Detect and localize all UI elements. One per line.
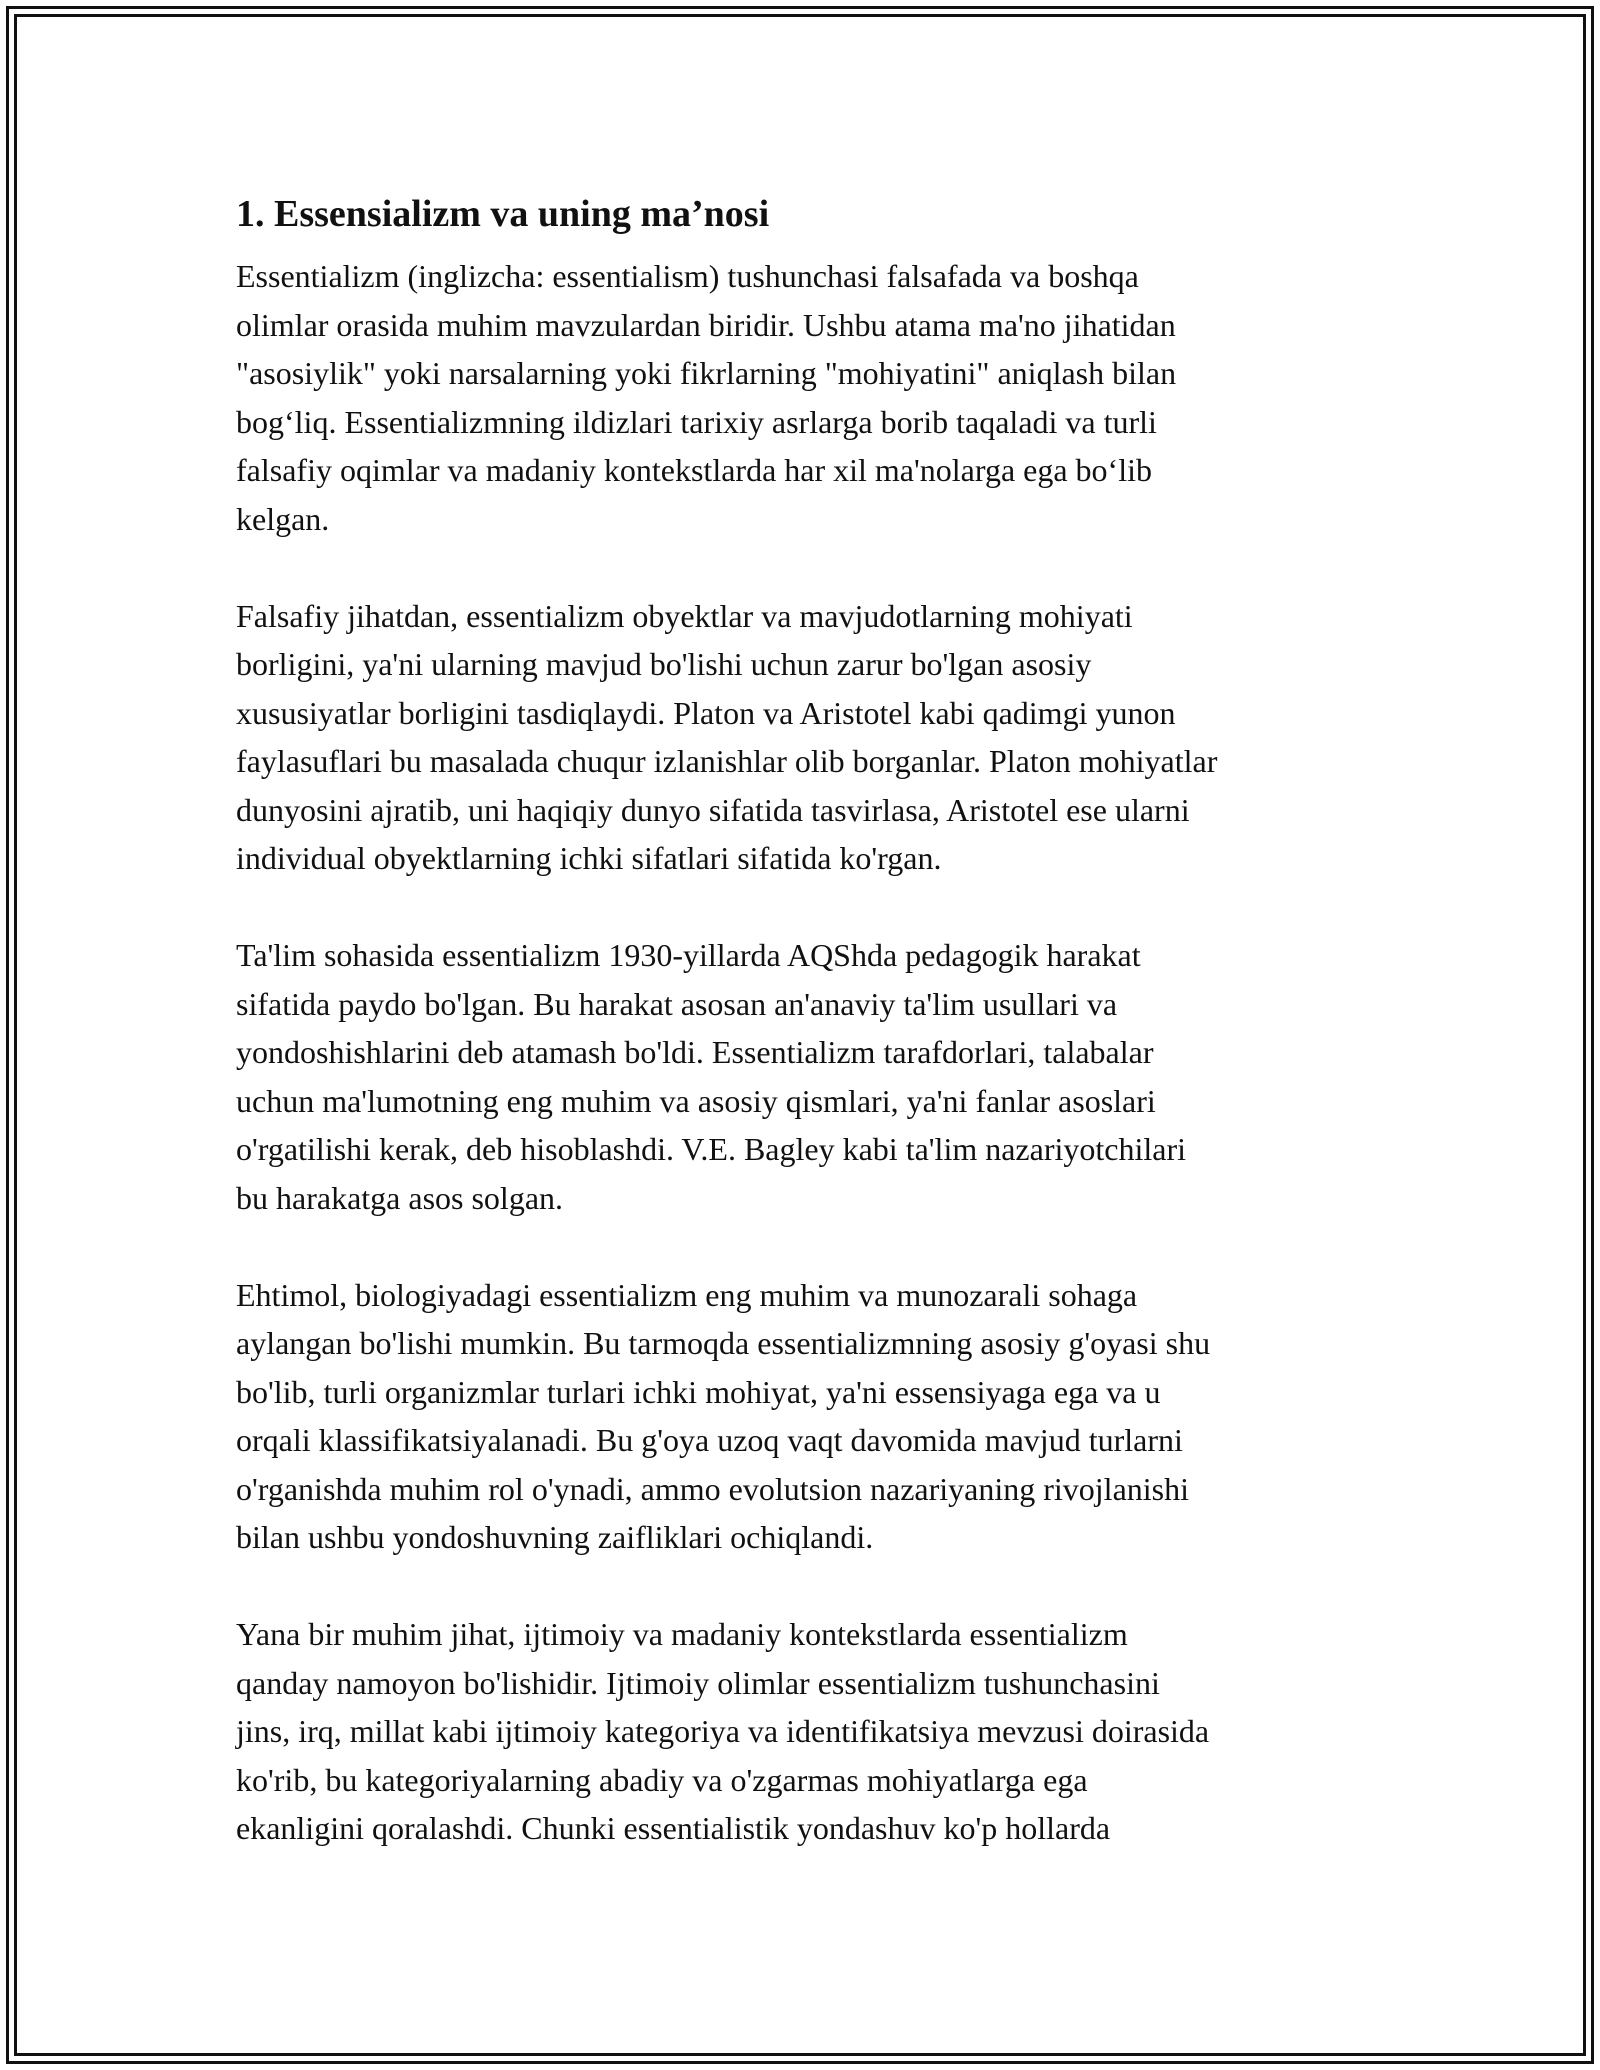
paragraph-social: Yana bir muhim jihat, ijtimoiy va madaniy kontekstlarda essentializm qanday namoyon bo'lishidir. Ijtimoiy olimlar essentializm tushunchasini jins, irq, millat kabi ijtimoiy kategoriya va identifikatsiya mevzusi doirasida ko'rib, bu kategoriyalarning abadiy va o'zgarmas mohiyatlarga ega ekanligini qoralashdi. Chunki essentialistik yondashuv ko'p hollarda bbox=[236, 1616, 1210, 1846]
paragraph-philosophy: Falsafiy jihatdan, essentializm obyektlar va mavjudotlarning mohiyati borligini, ya'ni ularning mavjud bo'lishi uchun zarur bo'lgan asosiy xususiyatlar borligini tasdiqlaydi. Platon va Aristotel kabi qadimgi yunon faylasuflari bu masalada chuqur izlanishlar olib borganlar. Platon mohiyatlar dunyosini ajratib, uni haqiqiy dunyo sifatida tasvirlasa, Aristotel ese ularni individual obyektlarning ichki sifatlari sifatida ko'rgan. bbox=[236, 597, 1218, 876]
section-heading: 1. Essensializm va uning ma’nosi bbox=[236, 193, 770, 235]
paragraph-biology: Ehtimol, biologiyadagi essentializm eng muhim va munozarali sohaga aylangan bo'lishi mumkin. Bu tarmoqda essentializmning asosiy g'oyasi shu bo'lib, turli organizmlar turlari ichki mohiyat, ya'ni essensiyaga ega va u orqali klassifikatsiyalanadi. Bu g'oya uzoq vaqt davomida mavjud turlarni o'rganishda muhim rol o'ynadi, ammo evolutsion nazariyaning rivojlanishi bilan ushbu yondoshuvning zaifliklari ochiqlandi. bbox=[236, 1276, 1211, 1555]
paragraph-intro: Essentializm (inglizcha: essentialism) tushunchasi falsafada va boshqa olimlar orasida muhim mavzulardan biridir. Ushbu atama ma'no jihatidan "asosiylik" yoki narsalarning yoki fikrlarning "mohiyatini" aniqlash bilan bog‘liq. Essentializmning ildizlari tarixiy asrlarga borib taqaladi va turli falsafiy oqimlar va madaniy kontekstlarda har xil ma'nolarga ega bo‘lib kelgan. bbox=[236, 258, 1177, 537]
document-body bbox=[236, 186, 1386, 1901]
paragraph-education: Ta'lim sohasida essentializm 1930-yillarda AQShda pedagogik harakat sifatida paydo bo'lgan. Bu harakat asosan an'anaviy ta'lim usullari va yondoshishlarini deb atamash bo'ldi. Essentializm tarafdorlari, talabalar uchun ma'lumotning eng muhim va asosiy qismlari, ya'ni fanlar asoslari o'rgatilishi kerak, deb hisoblashdi. V.E. Bagley kabi ta'lim nazariyotchilari bu harakatga asos solgan. bbox=[236, 937, 1186, 1216]
